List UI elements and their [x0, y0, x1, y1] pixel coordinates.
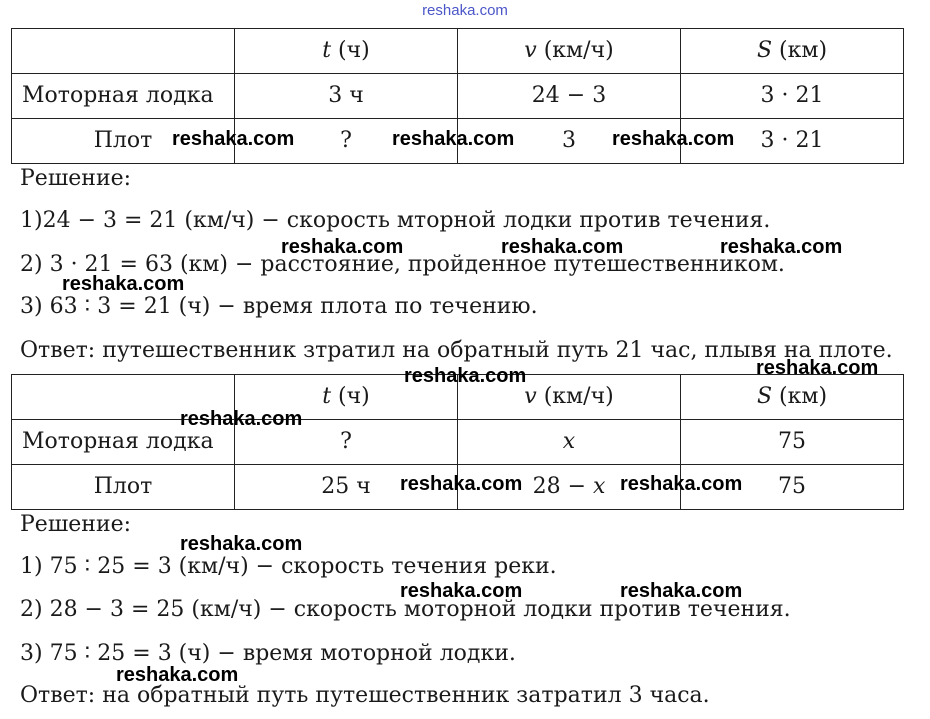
watermark: reshaka.com	[400, 473, 523, 495]
solution-1-heading: Решение:	[20, 166, 132, 191]
solution-2-step-3: 3) 75 ∶ 25 = 3 (ч) − время моторной лодки.	[20, 641, 516, 666]
watermark: reshaka.com	[180, 408, 303, 430]
header-speed: v (км/ч)	[458, 375, 681, 420]
header-distance: S (км)	[681, 375, 904, 420]
watermark: reshaka.com	[720, 236, 843, 258]
watermark: reshaka.com	[281, 236, 404, 258]
solution-1-step-3: 3) 63 ∶ 3 = 21 (ч) − время плота по течению.	[20, 294, 538, 319]
cell-distance: 75	[681, 420, 904, 465]
watermark: reshaka.com	[620, 580, 743, 602]
row-label: Моторная лодка	[12, 74, 235, 119]
top-watermark: reshaka.com	[422, 2, 508, 19]
table-row	[12, 74, 904, 119]
watermark: reshaka.com	[756, 357, 879, 379]
watermark: reshaka.com	[620, 473, 743, 495]
watermark: reshaka.com	[400, 580, 523, 602]
cell-distance: 3 · 21	[681, 74, 904, 119]
header-distance: S (км)	[681, 29, 904, 74]
watermark: reshaka.com	[172, 128, 295, 150]
cell-time: 25 ч	[235, 465, 458, 510]
cell-time: ?	[235, 420, 458, 465]
solution-2-answer: Ответ: на обратный путь путешественник затратил 3 часа.	[20, 683, 710, 708]
cell-speed: 24 − 3	[458, 74, 681, 119]
table-1-header-row	[12, 29, 904, 74]
watermark: reshaka.com	[612, 128, 735, 150]
watermark: reshaka.com	[392, 128, 515, 150]
cell-distance: 3 · 21	[681, 119, 904, 164]
watermark: reshaka.com	[116, 664, 239, 686]
header-empty-cell	[12, 29, 235, 74]
solution-1-step-1: 1)24 − 3 = 21 (км/ч) − скорость мторной лодки против течения.	[20, 208, 771, 233]
cell-time: 3 ч	[235, 74, 458, 119]
watermark: reshaka.com	[62, 273, 185, 295]
solution-2-step-1: 1) 75 ∶ 25 = 3 (км/ч) − скорость течения реки.	[20, 554, 557, 579]
header-speed: v (км/ч)	[458, 29, 681, 74]
header-time: t (ч)	[235, 29, 458, 74]
watermark: reshaka.com	[501, 236, 624, 258]
cell-speed: 3	[458, 119, 681, 164]
solution-2-heading: Решение:	[20, 512, 132, 537]
cell-speed: x	[458, 420, 681, 465]
row-label: Плот	[12, 465, 235, 510]
solution-1-answer: Ответ: путешественник зтратил на обратный путь 21 час, плывя на плоте.	[20, 338, 893, 363]
solution-2-step-2: 2) 28 − 3 = 25 (км/ч) − скорость моторной лодки против течения.	[20, 597, 791, 622]
watermark: reshaka.com	[404, 365, 527, 387]
cell-speed: 28 − x	[458, 465, 681, 510]
table-row	[12, 420, 904, 465]
row-label: Плот	[12, 119, 235, 164]
row-label: Моторная лодка	[12, 420, 235, 465]
header-time: t (ч)	[235, 375, 458, 420]
cell-time: ?	[235, 119, 458, 164]
cell-distance: 75	[681, 465, 904, 510]
watermark: reshaka.com	[180, 533, 303, 555]
solution-1-step-2: 2) 3 · 21 = 63 (км) − расстояние, пройденное путешественником.	[20, 252, 785, 277]
